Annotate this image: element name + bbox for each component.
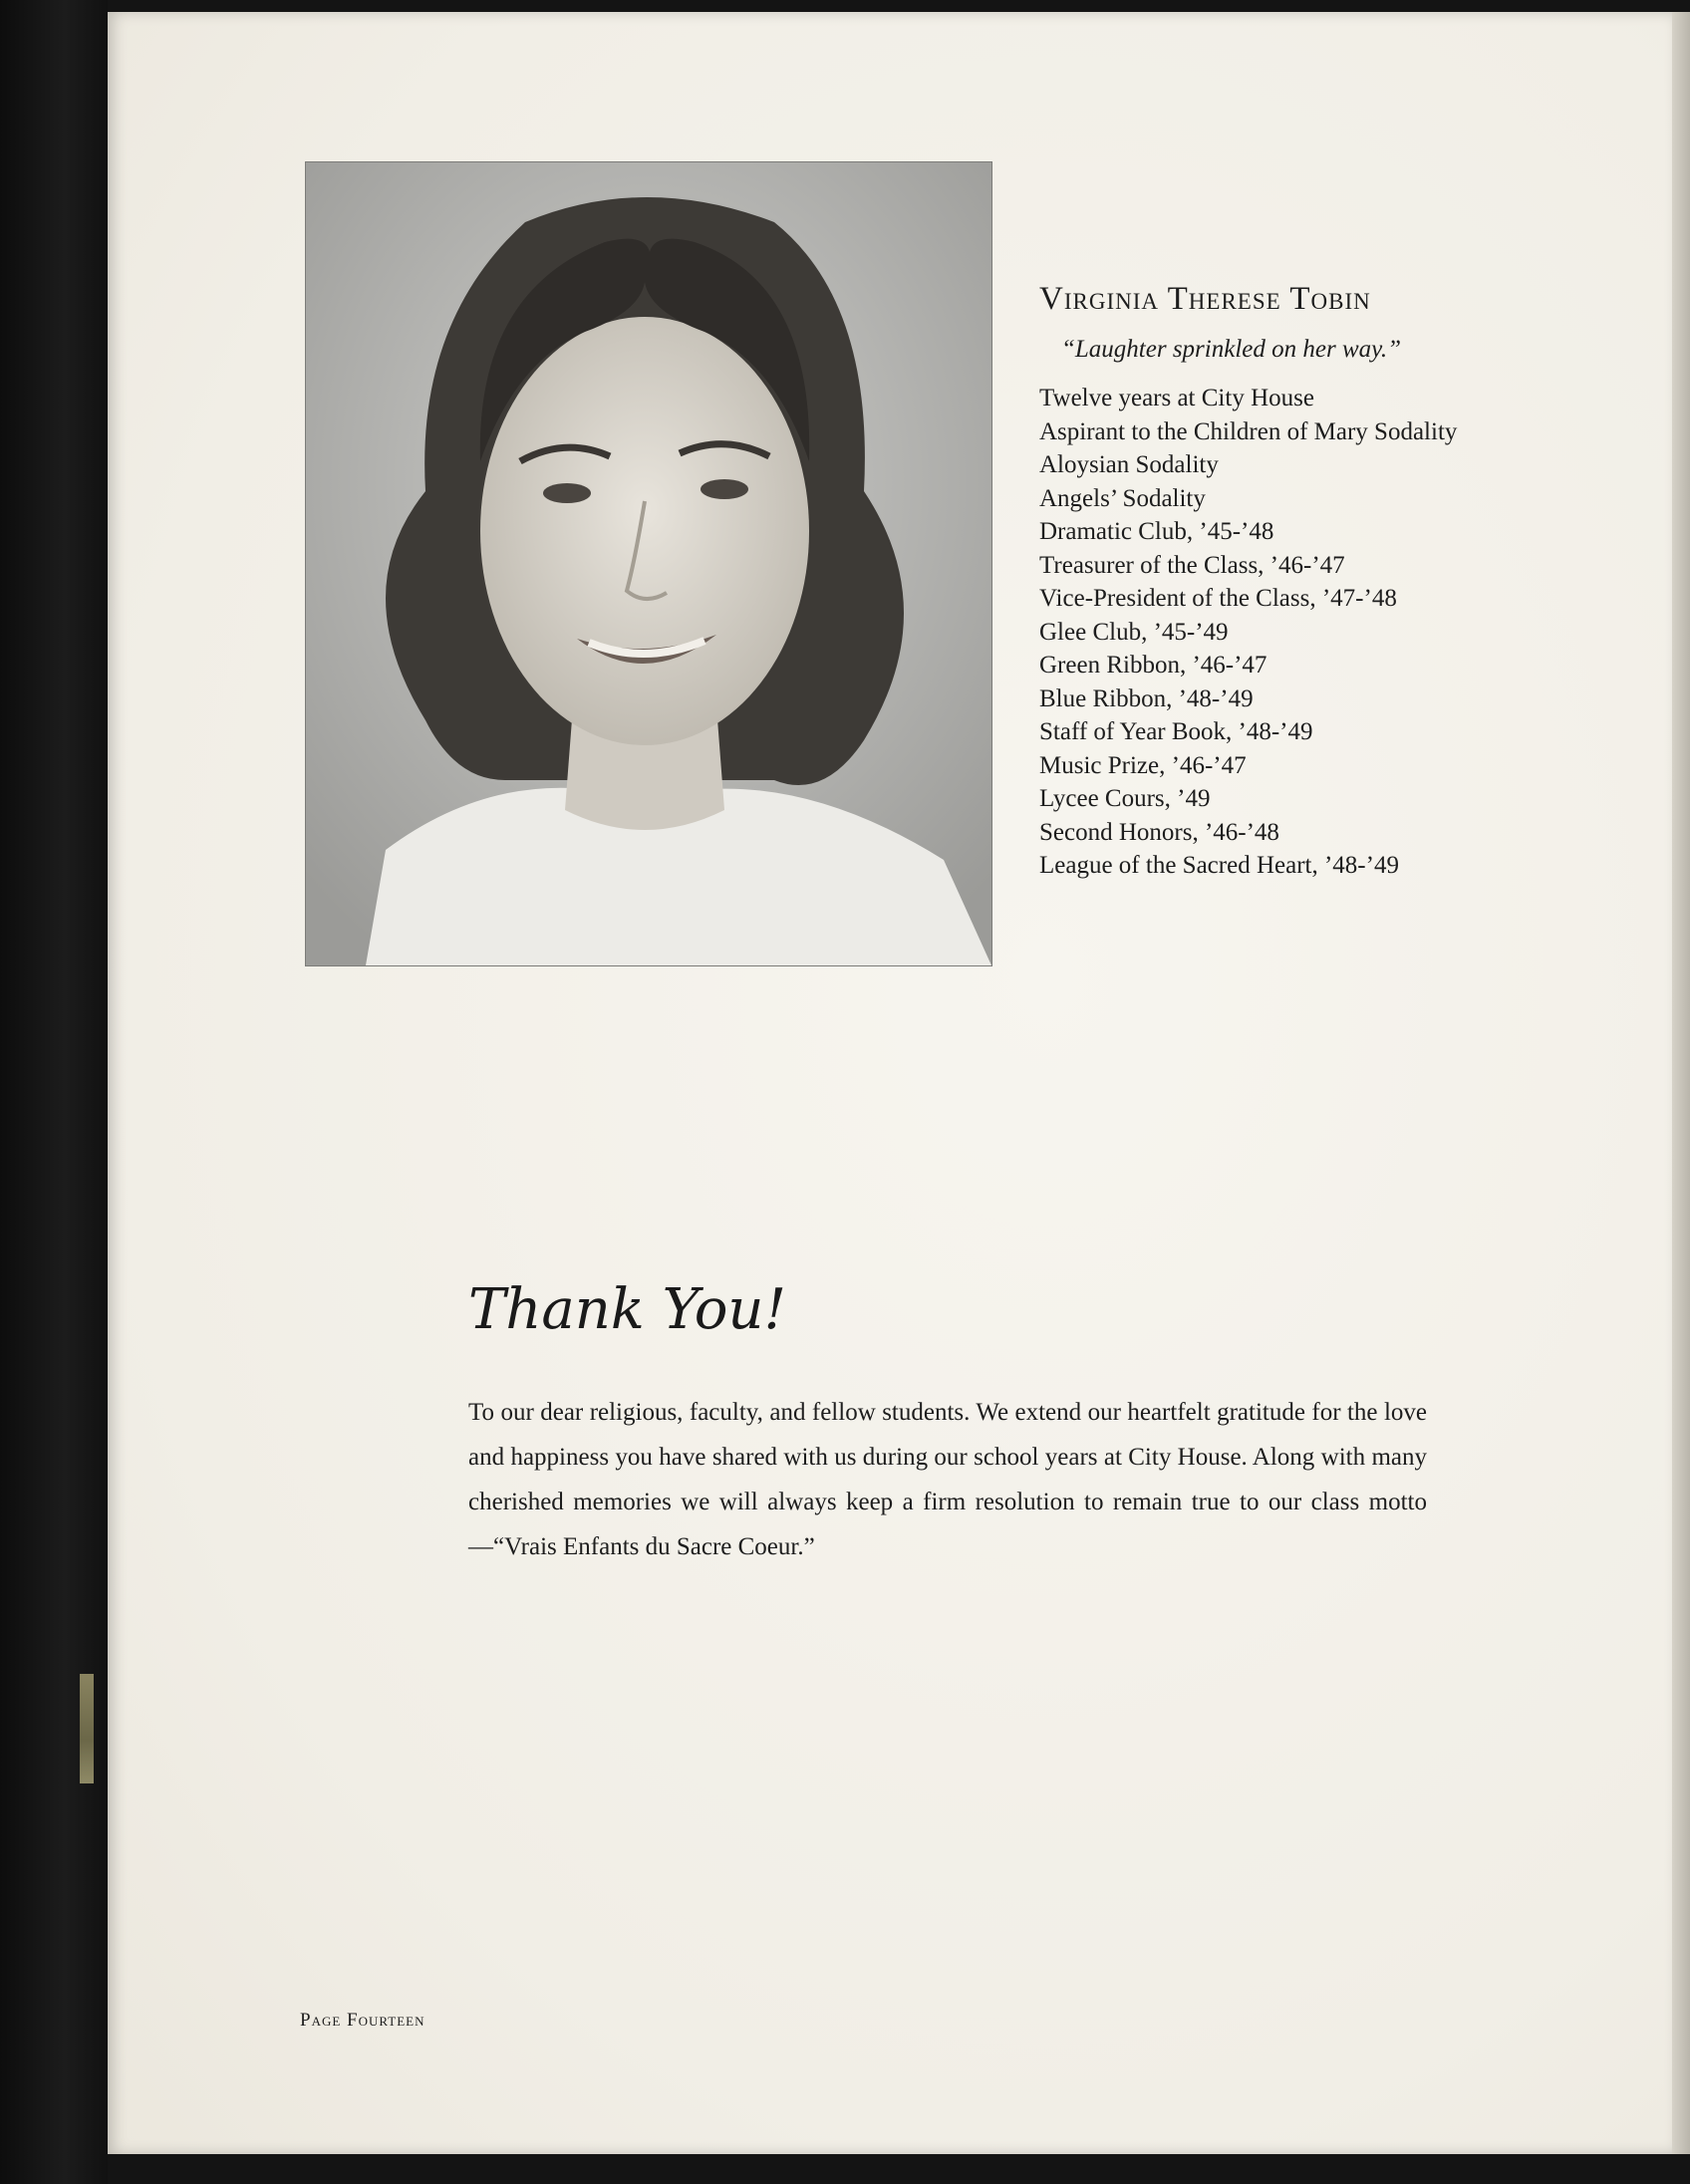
student-quote: “Laughter sprinkled on her way.” <box>1061 336 1401 363</box>
activity-item: Aspirant to the Children of Mary Sodality <box>1039 417 1458 445</box>
activity-item: Dramatic Club, ’45-’48 <box>1039 518 1274 545</box>
thank-you-message: To our dear religious, faculty, and fellow students. We extend our heartfelt gratitude for the love and happiness you have shared with us during our school years at City House. Along with many cherished memories we will always keep a firm resolution to remain true to our class motto—“Vrais Enfants du Sacre Coeur.” <box>468 1399 1427 1560</box>
activity-item: Twelve years at City House <box>1039 385 1314 411</box>
activity-item: Green Ribbon, ’46-’47 <box>1039 652 1268 679</box>
portrait-photo <box>305 161 992 966</box>
activity-item: Angels’ Sodality <box>1039 484 1206 512</box>
activity-item: Aloysian Sodality <box>1039 451 1219 478</box>
activity-item: Staff of Year Book, ’48-’49 <box>1039 718 1313 745</box>
activity-item: Blue Ribbon, ’48-’49 <box>1039 684 1254 712</box>
student-profile <box>1039 281 1597 883</box>
book-binding <box>0 0 108 2184</box>
activity-item: Vice-President of the Class, ’47-’48 <box>1039 585 1397 612</box>
page-edge <box>1672 12 1690 2154</box>
thank-you-heading: Thank You! <box>468 1277 786 1342</box>
activity-item: Music Prize, ’46-’47 <box>1039 751 1247 779</box>
activity-item: Glee Club, ’45-’49 <box>1039 618 1229 646</box>
student-name: Virginia Therese Tobin <box>1039 281 1371 317</box>
activity-item: Treasurer of the Class, ’46-’47 <box>1039 551 1345 579</box>
yearbook-page <box>108 12 1672 2154</box>
portrait-illustration <box>306 162 991 965</box>
page-number: Page Fourteen <box>300 2010 425 2031</box>
activity-item: Second Honors, ’46-’48 <box>1039 818 1279 846</box>
activity-item: League of the Sacred Heart, ’48-’49 <box>1039 852 1399 879</box>
spine-tab <box>80 1674 94 1783</box>
activity-list <box>1039 382 1597 883</box>
activity-item: Lycee Cours, ’49 <box>1039 785 1211 812</box>
